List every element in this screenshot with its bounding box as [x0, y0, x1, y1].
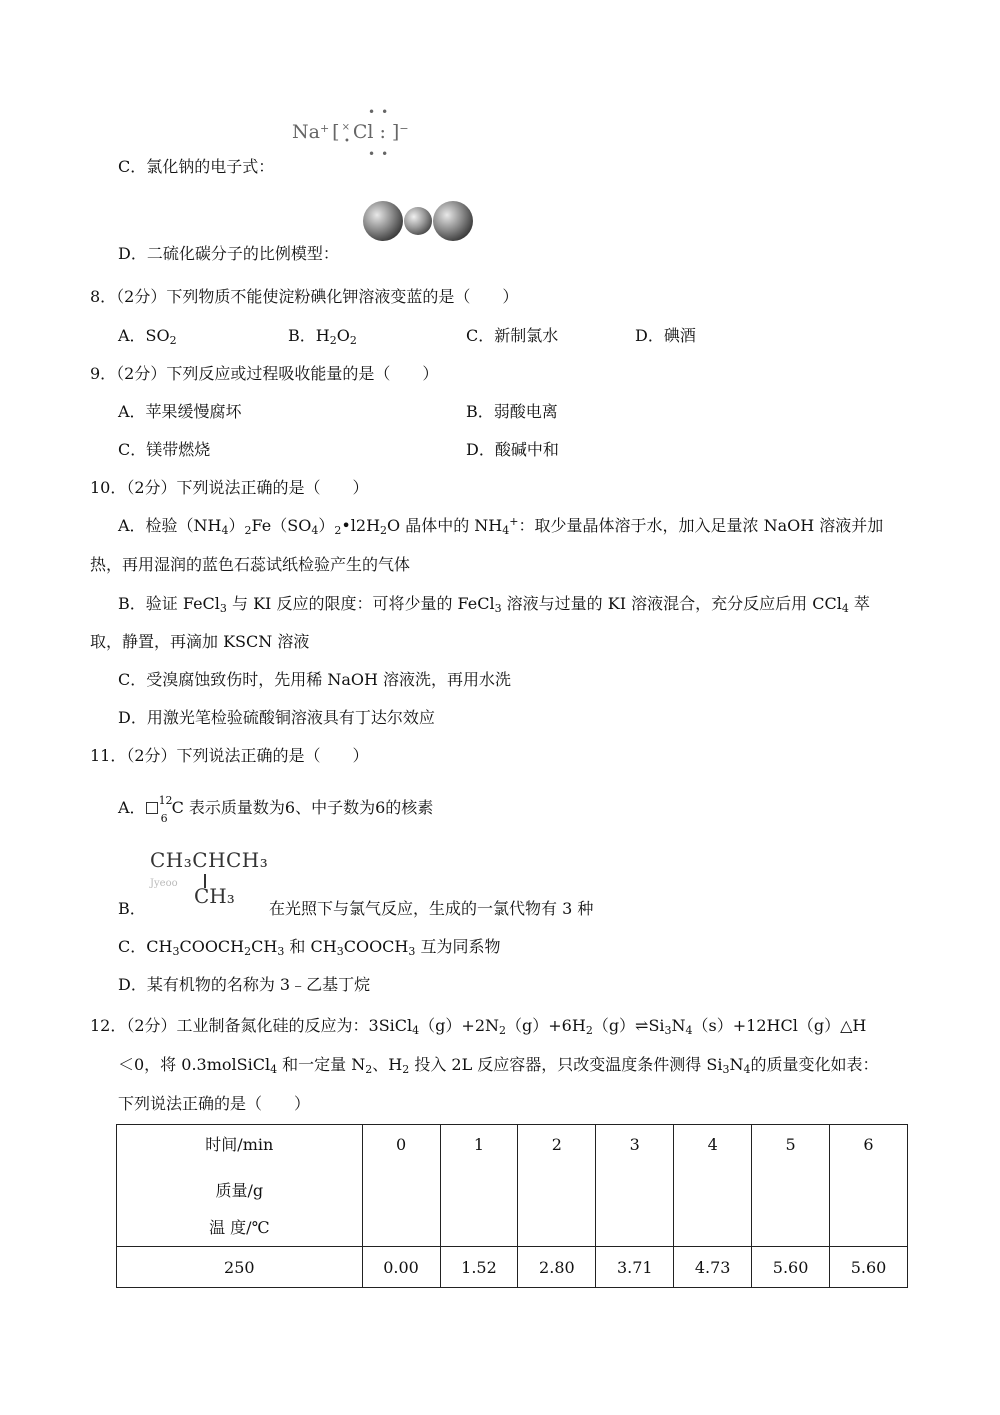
- q10-option-a-line1: A．检验$(NH_4)_2Fe(SO_4)_2•l2H_2O$ 晶体中的 $NH_4^+$：取少量晶体溶于水，加入足量浓 NaOH 溶液并加: [118, 515, 884, 537]
- mass-cell: 3.71: [596, 1247, 674, 1288]
- header-time-label: 时间/min: [205, 1135, 274, 1154]
- cs2-space-filling-model: [362, 198, 474, 246]
- q12-stem-line2: ＜0，将 0.3molSiCl$_4$ 和一定量 $N_2$、$H_2$ 投入 2L 反应容器，只改变温度条件测得 $Si_3N_4$的质量变化如表：: [118, 1055, 879, 1076]
- mass-cell: 2.80: [518, 1247, 596, 1288]
- time-cell: 2: [518, 1125, 596, 1247]
- time-cell: 6: [830, 1125, 908, 1247]
- nacl-electron-formula: •• Na+ [ ×$_•$ Cl : ]− ••: [292, 105, 409, 161]
- q9-option-b: B．弱酸电离: [466, 402, 558, 421]
- time-cell: 5: [752, 1125, 830, 1247]
- q9-option-a: A．苹果缓慢腐坏: [118, 402, 242, 421]
- q11-stem: 11．（2分）下列说法正确的是（ ）: [90, 746, 369, 765]
- temperature-cell: 250: [117, 1247, 363, 1288]
- time-cell: 4: [674, 1125, 752, 1247]
- q10-option-c: C．受溴腐蚀致伤时，先用稀 NaOH 溶液洗，再用水洗: [118, 670, 512, 689]
- mass-cell: 4.73: [674, 1247, 752, 1288]
- q11-option-d: D．某有机物的名称为 3﹣乙基丁烷: [118, 975, 371, 994]
- sulfur-atom-right: [433, 201, 473, 241]
- q7-option-c: C．氯化钠的电子式：: [118, 157, 275, 176]
- table-header-label-cell: [117, 1125, 363, 1247]
- table-row: [117, 1247, 908, 1288]
- q11-option-a: A． 12 6 C 表示质量数为6、中子数为6的核素: [118, 794, 434, 825]
- q10-option-b-line2: 取，静置，再滴加 KSCN 溶液: [90, 632, 310, 651]
- q10-option-b-line1: B．验证 FeCl$_3$ 与 KI 反应的限度：可将少量的 FeCl$_3$ 溶液与过量的 KI 溶液混合，充分反应后用 CCl$_4$ 萃: [118, 594, 870, 615]
- q9-option-c: C．镁带燃烧: [118, 440, 211, 459]
- q12-stem-line1: 12．（2分）工业制备氮化硅的反应为：$3SiCl_4(g)+2N_2(g)+6H_2(g)\rightleftharpoons Si_3N_4(s)+12HCl(g)\triangle H$: [90, 1016, 867, 1037]
- header-temp-label: 温 度/℃: [209, 1218, 270, 1237]
- q8-option-a: A．$SO_2$: [118, 326, 177, 347]
- q9-option-d: D．酸碱中和: [466, 440, 559, 459]
- q10-option-d: D．用激光笔检验硫酸铜溶液具有丁达尔效应: [118, 708, 435, 727]
- time-cell: 1: [440, 1125, 518, 1247]
- q8-option-b: B．$H_2O_2$: [288, 326, 357, 347]
- time-cell: 0: [362, 1125, 440, 1247]
- mass-cell: 5.60: [752, 1247, 830, 1288]
- carbon-atom: [404, 207, 432, 235]
- q11-option-c: C．$CH_3COOCH_2CH_3$ 和 $CH_3COOCH_3$ 互为同系物: [118, 937, 501, 958]
- header-mass-label: 质量/g: [215, 1181, 264, 1200]
- sulfur-atom-left: [363, 201, 403, 241]
- q8-option-c: C．新制氯水: [466, 326, 559, 345]
- q10-option-a-line2: 热，再用湿润的蓝色石蕊试纸检验产生的气体: [90, 555, 411, 574]
- mass-cell: 5.60: [830, 1247, 908, 1288]
- q11-option-b-text: 在光照下与氯气反应，生成的一氯代物有 3 种: [269, 899, 594, 918]
- time-cell: 3: [596, 1125, 674, 1247]
- mass-cell: 0.00: [362, 1247, 440, 1288]
- q12-stem-line3: 下列说法正确的是（ ）: [118, 1094, 311, 1113]
- q11-option-b-label: B．: [118, 899, 146, 918]
- table-header-row: [117, 1125, 908, 1247]
- si3n4-mass-table: [116, 1124, 908, 1288]
- q7-option-d: D．二硫化碳分子的比例模型：: [118, 244, 339, 263]
- q8-option-d: D．碘酒: [635, 326, 696, 345]
- mass-cell: 1.52: [440, 1247, 518, 1288]
- q9-stem: 9．（2分）下列反应或过程吸收能量的是（ ）: [90, 364, 439, 383]
- isobutane-structure: CH₃CHCH₃ Jyeoo CH₃: [150, 848, 269, 908]
- q8-stem: 8．（2分）下列物质不能使淀粉碘化钾溶液变蓝的是（ ）: [90, 287, 519, 306]
- q10-stem: 10．（2分）下列说法正确的是（ ）: [90, 478, 369, 497]
